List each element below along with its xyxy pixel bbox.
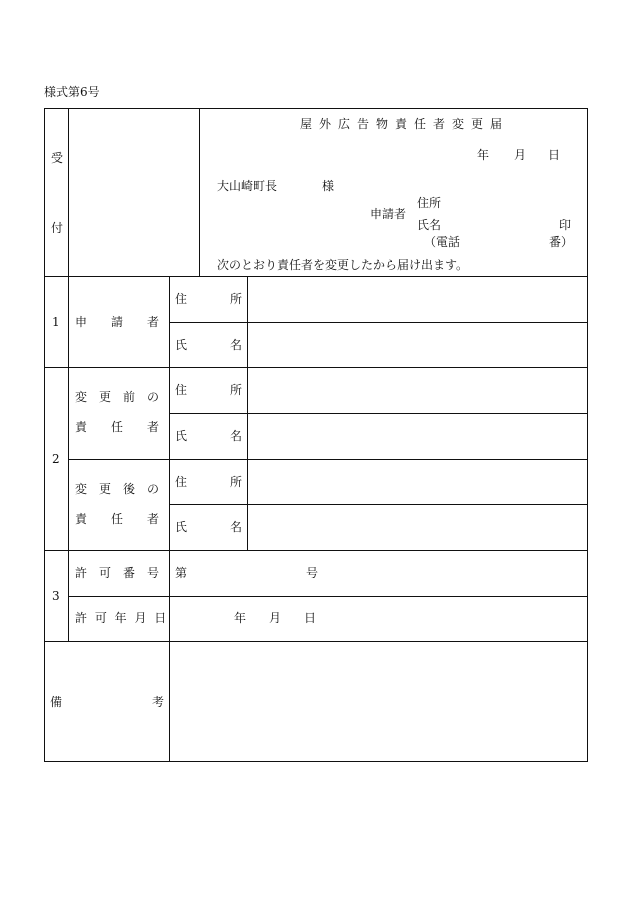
before-name-label-a: 氏	[175, 429, 188, 443]
applicant-address-label: 住所	[417, 196, 442, 210]
remarks-char-2: 考	[152, 695, 165, 709]
after-name-label-b: 名	[230, 520, 243, 534]
applicant-name-value[interactable]	[250, 323, 586, 366]
remarks-field[interactable]	[172, 643, 586, 760]
divider	[68, 459, 588, 460]
divider	[199, 108, 200, 276]
uketsuke-char-2: 付	[51, 221, 64, 235]
permit-number-prefix: 第	[175, 566, 188, 580]
divider	[247, 276, 248, 550]
permit-date-year: 年	[234, 611, 247, 625]
before-address-label-b: 所	[230, 383, 243, 397]
section-number-3: 3	[52, 589, 60, 603]
date-year: 年	[477, 148, 490, 162]
applicant-name-label: 氏名	[417, 218, 442, 232]
before-label-line2: 責 任 者	[75, 420, 160, 434]
before-address-label-a: 住	[175, 383, 188, 397]
divider	[44, 641, 588, 642]
permit-number-label: 許 可 番 号	[75, 566, 160, 580]
divider	[169, 413, 588, 414]
address-label-a: 住	[175, 292, 188, 306]
phone-close: 番）	[549, 235, 574, 249]
seal-mark: 印	[559, 218, 572, 232]
permit-date-month: 月	[269, 611, 282, 625]
after-name-label-a: 氏	[175, 520, 188, 534]
after-label-line2: 責 任 者	[75, 512, 160, 526]
address-label-b: 所	[230, 292, 243, 306]
divider	[44, 550, 588, 551]
applicant-section-label: 申 請 者	[75, 315, 160, 329]
after-label-line1: 変 更 後 の	[75, 482, 160, 496]
name-label-a: 氏	[175, 338, 188, 352]
addressee-sama: 様	[322, 179, 335, 193]
divider	[44, 367, 588, 368]
before-name-label-b: 名	[230, 429, 243, 443]
form-number: 様式第6号	[44, 85, 100, 99]
name-label-b: 名	[230, 338, 243, 352]
divider	[169, 504, 588, 505]
date-month: 月	[514, 148, 527, 162]
section-number-1: 1	[52, 315, 60, 329]
before-label-line1: 変 更 前 の	[75, 390, 160, 404]
statement: 次のとおり責任者を変更したから届け出ます。	[217, 258, 469, 272]
divider	[68, 596, 588, 597]
section-number-2: 2	[52, 452, 60, 466]
divider	[68, 108, 69, 641]
after-address-label-a: 住	[175, 475, 188, 489]
form-title: 屋外広告物責任者変更届	[300, 117, 510, 131]
permit-date-day: 日	[304, 611, 317, 625]
permit-number-suffix: 号	[306, 566, 319, 580]
divider	[169, 276, 170, 762]
remarks-char-1: 備	[50, 695, 63, 709]
applicant-label: 申請者	[370, 207, 407, 221]
phone-open: （電話	[424, 235, 461, 249]
uketsuke-char-1: 受	[51, 151, 64, 165]
addressee: 大山崎町長	[217, 179, 278, 193]
permit-date-label: 許 可 年 月 日	[75, 611, 169, 625]
date-day: 日	[548, 148, 561, 162]
after-address-label-b: 所	[230, 475, 243, 489]
applicant-address-value[interactable]	[250, 277, 586, 321]
